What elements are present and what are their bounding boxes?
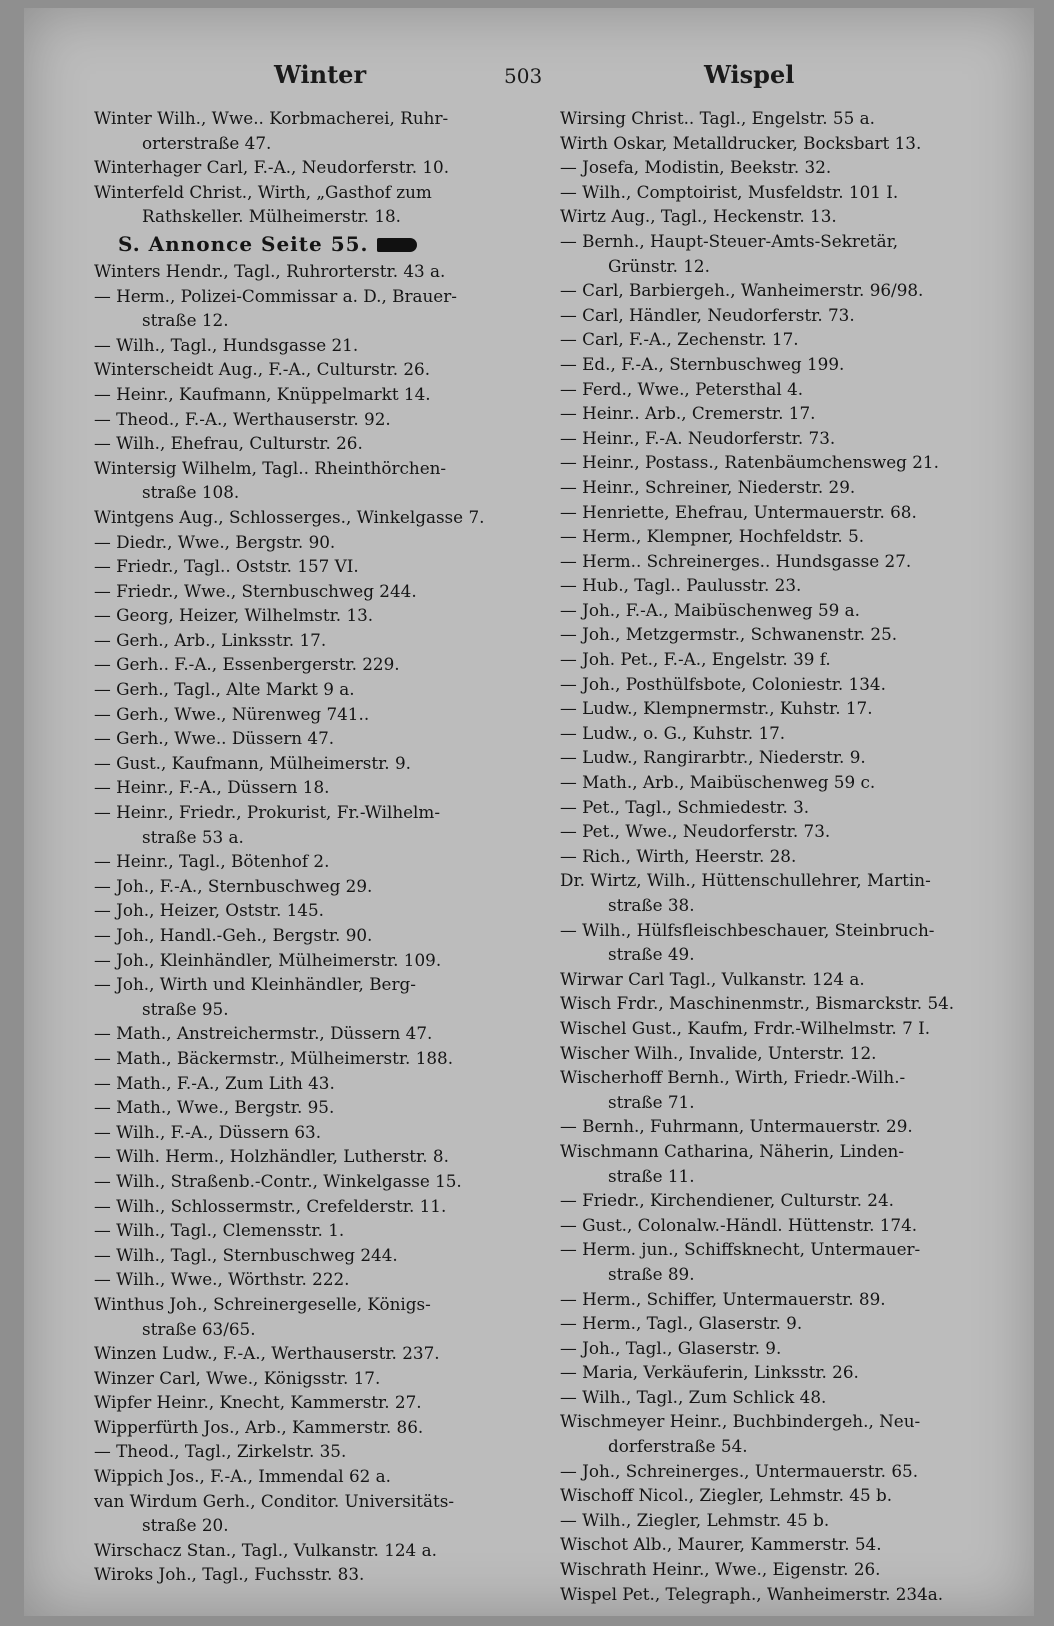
entry-text: straße 38. xyxy=(608,895,695,915)
entry-text: — Wilh., F.-A., Düssern 63. xyxy=(94,1121,322,1142)
entry-text: straße 95. xyxy=(142,998,229,1019)
directory-line xyxy=(560,1090,1000,1115)
entry-text: Winzer Carl, Wwe., Königsstr. 17. xyxy=(94,1367,381,1388)
directory-line xyxy=(94,1513,524,1538)
directory-line xyxy=(94,357,524,382)
directory-line xyxy=(560,1360,1000,1385)
directory-line xyxy=(94,1218,524,1243)
directory-line xyxy=(560,721,1000,746)
entry-text: Winzen Ludw., F.-A., Werthauserstr. 237. xyxy=(94,1343,440,1364)
directory-line xyxy=(94,1095,524,1120)
entry-text: S. Annonce Seite 55. xyxy=(118,231,369,256)
entry-text: Wirth Oskar, Metalldrucker, Bocksbart 13. xyxy=(560,132,922,153)
directory-line xyxy=(560,1532,1000,1557)
directory-line xyxy=(560,254,1000,279)
directory-line xyxy=(94,1267,524,1292)
directory-line xyxy=(94,1243,524,1268)
directory-line xyxy=(560,1213,1000,1238)
entry-text: — Heinr., F.-A., Düssern 18. xyxy=(94,777,330,798)
directory-line xyxy=(560,352,1000,377)
directory-line xyxy=(560,327,1000,352)
entry-text: Wirtz Aug., Tagl., Heckenstr. 13. xyxy=(560,206,837,227)
directory-line xyxy=(560,1582,1000,1607)
entry-text: — Wilh., Wwe., Wörthstr. 222. xyxy=(94,1269,350,1290)
directory-line xyxy=(560,524,1000,549)
directory-line xyxy=(94,480,524,505)
directory-line xyxy=(560,1409,1000,1434)
entry-text: — Math., F.-A., Zum Lith 43. xyxy=(94,1072,335,1093)
entry-text: — Theod., Tagl., Zirkelstr. 35. xyxy=(94,1441,347,1462)
entry-text: — Herm.. Schreinerges.. Hundsgasse 27. xyxy=(560,550,912,571)
directory-line xyxy=(560,1114,1000,1139)
entry-text: Wispel Pet., Telegraph., Wanheimerstr. 234a. xyxy=(560,1583,944,1604)
directory-line xyxy=(94,751,524,776)
directory-line xyxy=(560,204,1000,229)
directory-line xyxy=(560,672,1000,697)
entry-text: — Rich., Wirth, Heerstr. 28. xyxy=(560,845,797,866)
entry-text: — Joh., Wirth und Kleinhändler, Berg- xyxy=(94,974,416,995)
directory-line xyxy=(94,1489,524,1514)
directory-line xyxy=(560,180,1000,205)
directory-line xyxy=(94,677,524,702)
entry-text: straße 20. xyxy=(142,1515,229,1536)
entry-text: — Friedr., Tagl.. Oststr. 157 VI. xyxy=(94,556,359,577)
directory-line xyxy=(560,1188,1000,1213)
entry-text: Wischel Gust., Kaufm, Frdr.-Wilhelmstr. 7 I. xyxy=(560,1017,931,1038)
directory-line xyxy=(94,1366,524,1391)
directory-line xyxy=(560,918,1000,943)
entry-text: — Diedr., Wwe., Bergstr. 90. xyxy=(94,531,336,552)
directory-line xyxy=(94,997,524,1022)
entry-text: — Joh., Posthülfsbote, Coloniestr. 134. xyxy=(560,673,886,694)
entry-text: — Joh., F.-A., Maibüschenweg 59 a. xyxy=(560,599,860,620)
entry-text: — Georg, Heizer, Wilhelmstr. 13. xyxy=(94,605,374,626)
entry-text: Wintgens Aug., Schlosserges., Winkelgasse 7. xyxy=(94,506,485,527)
directory-line xyxy=(94,1021,524,1046)
entry-text: — Heinr., Postass., Ratenbäumchensweg 21. xyxy=(560,452,939,473)
entry-text: — Wilh., Straßenb.-Contr., Winkelgasse 15. xyxy=(94,1170,462,1191)
entry-text: Wippich Jos., F.-A., Immendal 62 a. xyxy=(94,1466,391,1487)
directory-line xyxy=(94,948,524,973)
entry-text: straße 12. xyxy=(142,310,229,331)
entry-text: — Ludw., o. G., Kuhstr. 17. xyxy=(560,722,786,743)
entry-text: Wischmeyer Heinr., Buchbindergeh., Neu- xyxy=(560,1411,921,1432)
entry-text: Wischoff Nicol., Ziegler, Lehmstr. 45 b. xyxy=(560,1485,893,1506)
entry-text: — Carl, F.-A., Zechenstr. 17. xyxy=(560,329,799,350)
entry-text: van Wirdum Gerh., Conditor. Universitäts- xyxy=(94,1490,454,1511)
entry-text: — Wilh., Ehefrau, Culturstr. 26. xyxy=(94,433,363,454)
directory-line xyxy=(94,652,524,677)
entry-text: — Wilh., Schlossermstr., Crefelderstr. 11. xyxy=(94,1195,447,1216)
directory-line xyxy=(560,696,1000,721)
entry-text: — Joh. Pet., F.-A., Engelstr. 39 f. xyxy=(560,649,831,670)
entry-text: — Heinr., Friedr., Prokurist, Fr.-Wilhelm- xyxy=(94,802,441,823)
directory-line xyxy=(94,259,524,284)
entry-text: — Gust., Colonalw.-Händl. Hüttenstr. 174. xyxy=(560,1214,918,1235)
directory-line xyxy=(560,1139,1000,1164)
directory-line xyxy=(94,1415,524,1440)
directory-line xyxy=(94,579,524,604)
left-column xyxy=(94,106,524,1587)
entry-text: Winterscheidt Aug., F.-A., Culturstr. 26. xyxy=(94,359,431,380)
directory-line xyxy=(94,1341,524,1366)
entry-text: Wischmann Catharina, Näherin, Linden- xyxy=(560,1140,905,1161)
entry-text: Rathskeller. Mülheimerstr. 18. xyxy=(142,206,402,227)
entry-text: straße 71. xyxy=(608,1091,695,1112)
directory-line xyxy=(560,622,1000,647)
entry-text: — Math., Arb., Maibüschenweg 59 c. xyxy=(560,772,876,793)
right-column xyxy=(560,106,1000,1606)
directory-line xyxy=(560,1016,1000,1041)
entry-text: — Herm., Tagl., Glaserstr. 9. xyxy=(560,1313,803,1334)
directory-line xyxy=(560,573,1000,598)
directory-line xyxy=(560,967,1000,992)
directory-line xyxy=(560,868,1000,893)
directory-line xyxy=(560,1164,1000,1189)
entry-text: straße 49. xyxy=(608,944,695,965)
directory-line xyxy=(94,1562,524,1587)
directory-line xyxy=(94,1120,524,1145)
directory-line xyxy=(560,1336,1000,1361)
directory-line xyxy=(560,278,1000,303)
directory-line xyxy=(94,1317,524,1342)
entry-text: — Wilh., Ziegler, Lehmstr. 45 b. xyxy=(560,1509,830,1530)
entry-text: — Henriette, Ehefrau, Untermauerstr. 68. xyxy=(560,501,917,522)
entry-text: — Joh., Tagl., Glaserstr. 9. xyxy=(560,1337,782,1358)
entry-text: — Ed., F.-A., Sternbuschweg 199. xyxy=(560,353,845,374)
directory-line xyxy=(94,180,524,205)
entry-text: — Joh., Heizer, Oststr. 145. xyxy=(94,900,324,921)
directory-line xyxy=(94,505,524,530)
entry-text: — Hub., Tagl.. Paulusstr. 23. xyxy=(560,575,802,596)
entry-text: — Herm., Klempner, Hochfeldstr. 5. xyxy=(560,526,865,547)
entry-text: Wirsing Christ.. Tagl., Engelstr. 55 a. xyxy=(560,108,875,128)
directory-line xyxy=(560,991,1000,1016)
entry-text: — Theod., F.-A., Werthauserstr. 92. xyxy=(94,408,391,429)
directory-line xyxy=(94,1071,524,1096)
directory-line xyxy=(94,898,524,923)
entry-text: straße 53 a. xyxy=(142,826,244,847)
directory-line xyxy=(94,1194,524,1219)
directory-line xyxy=(94,407,524,432)
directory-line xyxy=(94,923,524,948)
directory-line xyxy=(94,382,524,407)
entry-text: — Gerh., Arb., Linksstr. 17. xyxy=(94,629,327,650)
page-number: 503 xyxy=(504,64,543,88)
entry-text: Wipfer Heinr., Knecht, Kammerstr. 27. xyxy=(94,1392,422,1413)
directory-line xyxy=(560,1508,1000,1533)
entry-text: — Ludw., Rangirarbtr., Niederstr. 9. xyxy=(560,747,866,768)
header-last-entry: Wispel xyxy=(704,60,795,89)
directory-line xyxy=(560,549,1000,574)
entry-text: — Joh., Schreinerges., Untermauerstr. 65. xyxy=(560,1460,919,1481)
directory-line xyxy=(560,500,1000,525)
entry-text: — Ferd., Wwe., Petersthal 4. xyxy=(560,378,804,399)
entry-text: straße 108. xyxy=(142,482,240,503)
entry-text: — Herm., Polizei-Commissar a. D., Brauer- xyxy=(94,285,457,306)
entry-text: — Math., Bäckermstr., Mülheimerstr. 188. xyxy=(94,1047,454,1068)
entry-text: — Joh., F.-A., Sternbuschweg 29. xyxy=(94,875,373,896)
directory-line xyxy=(560,1237,1000,1262)
entry-text: — Pet., Wwe., Neudorferstr. 73. xyxy=(560,821,831,842)
directory-line xyxy=(560,155,1000,180)
directory-line xyxy=(560,1311,1000,1336)
entry-text: — Gerh., Tagl., Alte Markt 9 a. xyxy=(94,679,355,700)
entry-text: Winterhager Carl, F.-A., Neudorferstr. 10. xyxy=(94,157,450,178)
entry-text: dorferstraße 54. xyxy=(608,1436,748,1457)
directory-line xyxy=(560,795,1000,820)
directory-line xyxy=(94,131,524,156)
entry-text: straße 89. xyxy=(608,1263,695,1284)
directory-line xyxy=(94,284,524,309)
entry-text: Dr. Wirtz, Wilh., Hüttenschullehrer, Martin- xyxy=(560,870,931,891)
entry-text: straße 11. xyxy=(608,1165,695,1186)
directory-line xyxy=(94,530,524,555)
directory-line xyxy=(560,475,1000,500)
entry-text: — Pet., Tagl., Schmiedestr. 3. xyxy=(560,796,810,817)
directory-line xyxy=(560,893,1000,918)
entry-text: — Joh., Metzgermstr., Schwanenstr. 25. xyxy=(560,624,898,645)
directory-line xyxy=(94,431,524,456)
directory-line xyxy=(94,1390,524,1415)
page-header xyxy=(24,60,1034,100)
directory-line xyxy=(94,874,524,899)
directory-line xyxy=(560,1459,1000,1484)
directory-line xyxy=(560,598,1000,623)
entry-text: — Joh., Handl.-Geh., Bergstr. 90. xyxy=(94,925,373,945)
entry-text: orterstraße 47. xyxy=(142,132,272,153)
entry-text: — Wilh., Tagl., Clemensstr. 1. xyxy=(94,1220,345,1241)
directory-line xyxy=(560,377,1000,402)
directory-line xyxy=(560,229,1000,254)
entry-text: — Wilh., Tagl., Hundsgasse 21. xyxy=(94,334,359,355)
entry-text: — Heinr., Tagl., Bötenhof 2. xyxy=(94,851,330,872)
entry-text: — Josefa, Modistin, Beekstr. 32. xyxy=(560,157,832,178)
directory-line xyxy=(560,401,1000,426)
directory-line xyxy=(560,770,1000,795)
directory-line xyxy=(560,303,1000,328)
directory-line xyxy=(94,106,524,131)
directory-line xyxy=(560,1385,1000,1410)
directory-line xyxy=(94,1464,524,1489)
directory-line xyxy=(560,745,1000,770)
entry-text: Wirwar Carl Tagl., Vulkanstr. 124 a. xyxy=(560,968,865,989)
entry-text: — Bernh., Fuhrmann, Untermauerstr. 29. xyxy=(560,1116,913,1137)
directory-line xyxy=(560,106,1000,131)
entry-text: Winthus Joh., Schreinergeselle, Königs- xyxy=(94,1293,431,1314)
entry-text: — Maria, Verkäuferin, Linksstr. 26. xyxy=(560,1362,859,1383)
entry-text: — Herm., Schiffer, Untermauerstr. 89. xyxy=(560,1288,886,1309)
directory-line xyxy=(560,1483,1000,1508)
directory-line xyxy=(560,1434,1000,1459)
directory-line xyxy=(94,849,524,874)
entry-text: straße 63/65. xyxy=(142,1318,256,1339)
entry-text: — Friedr., Wwe., Sternbuschweg 244. xyxy=(94,580,417,601)
directory-line xyxy=(94,1439,524,1464)
directory-line xyxy=(560,1557,1000,1582)
entry-text: — Gerh., Wwe.. Düssern 47. xyxy=(94,728,335,749)
entry-text: — Wilh., Tagl., Zum Schlick 48. xyxy=(560,1386,827,1407)
directory-line xyxy=(560,131,1000,156)
entry-text: Wintersig Wilhelm, Tagl.. Rheinthörchen- xyxy=(94,457,447,478)
directory-line xyxy=(94,972,524,997)
directory-line xyxy=(560,844,1000,869)
directory-line xyxy=(94,1144,524,1169)
entry-text: — Gerh., Wwe., Nürenweg 741.. xyxy=(94,703,370,724)
directory-line xyxy=(560,1041,1000,1066)
entry-text: Winterfeld Christ., Wirth, „Gasthof zum xyxy=(94,181,432,202)
entry-text: — Gust., Kaufmann, Mülheimerstr. 9. xyxy=(94,752,411,773)
entry-text: — Gerh.. F.-A., Essenbergerstr. 229. xyxy=(94,654,400,675)
entry-text: — Carl, Barbiergeh., Wanheimerstr. 96/98. xyxy=(560,280,924,301)
entry-text: — Heinr., F.-A. Neudorferstr. 73. xyxy=(560,427,836,448)
directory-line xyxy=(94,1538,524,1563)
entry-text: — Heinr.. Arb., Cremerstr. 17. xyxy=(560,403,816,424)
entry-text: Wischer Wilh., Invalide, Unterstr. 12. xyxy=(560,1042,877,1063)
directory-line xyxy=(94,628,524,653)
entry-text: — Ludw., Klempnermstr., Kuhstr. 17. xyxy=(560,698,873,719)
entry-text: — Wilh., Hülfsfleischbeschauer, Steinbruch- xyxy=(560,919,935,940)
directory-line xyxy=(560,1287,1000,1312)
directory-line xyxy=(560,819,1000,844)
directory-line xyxy=(94,825,524,850)
directory-line xyxy=(560,1065,1000,1090)
entry-text: — Bernh., Haupt-Steuer-Amts-Sekretär, xyxy=(560,230,899,251)
entry-text: — Math., Wwe., Bergstr. 95. xyxy=(94,1097,335,1118)
entry-text: — Wilh., Tagl., Sternbuschweg 244. xyxy=(94,1244,398,1265)
entry-text: — Wilh. Herm., Holzhändler, Lutherstr. 8. xyxy=(94,1146,449,1167)
entry-text: Winters Hendr., Tagl., Ruhrorterstr. 43 a. xyxy=(94,260,446,281)
directory-line xyxy=(94,603,524,628)
header-first-entry: Winter xyxy=(274,60,367,89)
directory-line xyxy=(94,456,524,481)
entry-text: — Friedr., Kirchendiener, Culturstr. 24. xyxy=(560,1190,894,1211)
entry-text: — Joh., Kleinhändler, Mülheimerstr. 109. xyxy=(94,949,442,970)
directory-line xyxy=(94,1046,524,1071)
entry-text: Wirschacz Stan., Tagl., Vulkanstr. 124 a. xyxy=(94,1539,437,1560)
directory-line xyxy=(94,702,524,727)
directory-line xyxy=(94,204,524,229)
entry-text: Wiroks Joh., Tagl., Fuchsstr. 83. xyxy=(94,1564,365,1585)
advertisement-notice xyxy=(94,229,524,259)
directory-line xyxy=(560,1262,1000,1287)
directory-line xyxy=(94,1292,524,1317)
entry-text: Wipperfürth Jos., Arb., Kammerstr. 86. xyxy=(94,1416,424,1437)
directory-line xyxy=(94,333,524,358)
pointing-hand-icon xyxy=(377,238,417,252)
directory-page xyxy=(24,8,1034,1616)
directory-line xyxy=(94,155,524,180)
directory-line xyxy=(560,426,1000,451)
directory-line xyxy=(94,308,524,333)
directory-line xyxy=(94,726,524,751)
entry-text: Wisch Frdr., Maschinenmstr., Bismarckstr. 54. xyxy=(560,993,955,1014)
entry-text: Winter Wilh., Wwe.. Korbmacherei, Ruhr- xyxy=(94,108,449,128)
directory-line xyxy=(94,775,524,800)
entry-text: Grünstr. 12. xyxy=(608,255,710,276)
entry-text: — Carl, Händler, Neudorferstr. 73. xyxy=(560,304,855,325)
entry-text: Wischerhoff Bernh., Wirth, Friedr.-Wilh.- xyxy=(560,1067,906,1088)
directory-line xyxy=(560,450,1000,475)
directory-line xyxy=(560,942,1000,967)
entry-text: — Herm. jun., Schiffsknecht, Untermauer- xyxy=(560,1239,921,1260)
entry-text: — Wilh., Comptoirist, Musfeldstr. 101 I. xyxy=(560,181,899,202)
directory-line xyxy=(94,554,524,579)
directory-line xyxy=(94,800,524,825)
entry-text: Wischrath Heinr., Wwe., Eigenstr. 26. xyxy=(560,1559,881,1580)
directory-line xyxy=(560,647,1000,672)
entry-text: — Heinr., Schreiner, Niederstr. 29. xyxy=(560,476,856,497)
entry-text: — Heinr., Kaufmann, Knüppelmarkt 14. xyxy=(94,383,431,404)
entry-text: Wischot Alb., Maurer, Kammerstr. 54. xyxy=(560,1534,882,1555)
entry-text: — Math., Anstreichermstr., Düssern 47. xyxy=(94,1023,433,1044)
directory-line xyxy=(94,1169,524,1194)
